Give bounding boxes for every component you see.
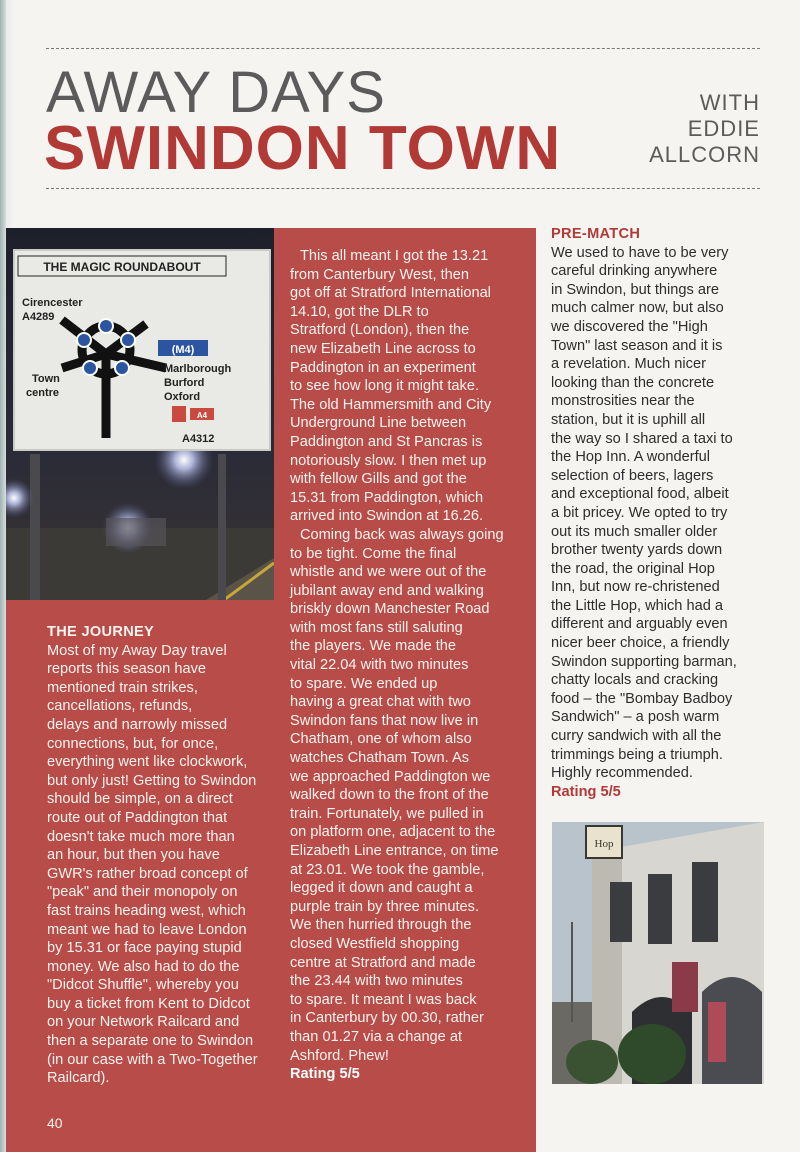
byline-line: EDDIE bbox=[687, 116, 760, 141]
middle-line: than 01.27 via a change at bbox=[290, 1028, 463, 1045]
middle-line: Underground Line between bbox=[290, 415, 467, 432]
middle-line: train. Fortunately, we pulled in bbox=[290, 805, 484, 822]
middle-line: purple train by three minutes. bbox=[290, 898, 480, 915]
middle-line: arrived into Swindon at 16.26. bbox=[290, 508, 484, 525]
journey-line: (in our case with a Two-Together bbox=[47, 1051, 258, 1068]
prematch-line: the way so I shared a taxi to bbox=[551, 430, 733, 447]
prematch-line: different and arguably even bbox=[551, 616, 728, 633]
journey-line: connections, but, for once, bbox=[47, 735, 219, 752]
middle-line: to see how long it might take. bbox=[290, 378, 480, 395]
sign-label: Oxford bbox=[164, 391, 201, 403]
prematch-line: in Swindon, but things are bbox=[551, 281, 719, 298]
middle-line: to be tight. Come the final bbox=[290, 545, 457, 562]
prematch-line: chatty locals and cracking bbox=[551, 672, 719, 689]
journey-body bbox=[47, 642, 279, 1088]
prematch-line: we discovered the "High bbox=[551, 318, 708, 335]
journey-line: Railcard). bbox=[47, 1070, 110, 1087]
sign-label: Cirencester bbox=[22, 297, 83, 309]
middle-line: vital 22.04 with two minutes bbox=[290, 657, 469, 674]
journey-line: buy a ticket from Kent to Didcot bbox=[47, 995, 250, 1012]
middle-body-b bbox=[290, 526, 522, 1065]
sign-label: centre bbox=[26, 387, 60, 399]
prematch-rating: Rating 5/5 bbox=[551, 783, 621, 800]
bottom-dashed-rule bbox=[46, 188, 760, 189]
middle-line: in Canterbury by 00.30, rather bbox=[290, 1010, 484, 1027]
middle-line: from Canterbury West, then bbox=[290, 266, 469, 283]
prematch-line: curry sandwich with all the bbox=[551, 728, 722, 745]
motorway-label: (M4) bbox=[171, 344, 195, 356]
page-number: 40 bbox=[47, 1115, 63, 1131]
prematch-column bbox=[551, 225, 771, 801]
journey-line: doesn't take much more than bbox=[47, 828, 235, 845]
middle-line: new Elizabeth Line across to bbox=[290, 340, 476, 357]
prematch-line: Highly recommended. bbox=[551, 765, 693, 782]
prematch-line: Swindon supporting barman, bbox=[551, 653, 737, 670]
middle-line: with most fans still saluting bbox=[290, 619, 463, 636]
prematch-line: looking than the concrete bbox=[551, 374, 715, 391]
middle-line: Chatham, one of whom also bbox=[290, 731, 472, 748]
byline-line: ALLCORN bbox=[649, 142, 760, 167]
sign-label: Burford bbox=[164, 377, 205, 389]
byline-line: WITH bbox=[699, 90, 760, 115]
journey-line: GWR's rather broad concept of bbox=[47, 865, 248, 882]
middle-line: watches Chatham Town. As bbox=[290, 750, 470, 767]
prematch-line: the road, the original Hop bbox=[551, 560, 715, 577]
prematch-heading: PRE-MATCH bbox=[551, 226, 641, 242]
middle-line: to spare. It meant I was back bbox=[290, 991, 477, 1008]
middle-line: on platform one, adjacent to the bbox=[290, 824, 496, 841]
prematch-line: monstrosities near the bbox=[551, 393, 695, 410]
journey-line: then a separate one to Swindon bbox=[47, 1033, 254, 1050]
sign-label: Town bbox=[32, 373, 60, 385]
magic-roundabout-photo bbox=[6, 228, 274, 600]
journey-line: on your Network Railcard and bbox=[47, 1014, 240, 1031]
middle-line: with fellow Gills and got the bbox=[290, 471, 467, 488]
middle-line: the 23.44 with two minutes bbox=[290, 973, 463, 990]
journey-line: "Didcot Shuffle", whereby you bbox=[47, 977, 239, 994]
middle-line: Paddington in an experiment bbox=[290, 359, 476, 376]
middle-line: Stratford (London), then the bbox=[290, 322, 470, 339]
middle-line: centre at Stratford and made bbox=[290, 954, 476, 971]
journey-line: reports this season have bbox=[47, 661, 206, 678]
prematch-line: station, but it is uphill all bbox=[551, 411, 706, 428]
middle-line: 14.10, got the DLR to bbox=[290, 303, 429, 320]
journey-line: mentioned train strikes, bbox=[47, 679, 198, 696]
journey-line: Most of my Away Day travel bbox=[47, 642, 227, 659]
journey-line: should be simple, on a direct bbox=[47, 791, 233, 808]
hop-inn-photo bbox=[552, 822, 764, 1084]
journey-line: everything went like clockwork, bbox=[47, 754, 248, 771]
journey-line: but only just! Getting to Swindon bbox=[47, 772, 257, 789]
middle-line: to spare. We ended up bbox=[290, 675, 438, 692]
sign-heading: THE MAGIC ROUNDABOUT bbox=[43, 260, 201, 274]
middle-line: we approached Paddington we bbox=[290, 768, 491, 785]
prematch-line: We used to have to be very bbox=[551, 244, 729, 261]
middle-line: We then hurried through the bbox=[290, 917, 472, 934]
journey-line: meant we had to leave London bbox=[47, 921, 247, 938]
journey-line: delays and narrowly missed bbox=[47, 716, 228, 733]
middle-line: whistle and we were out of the bbox=[290, 564, 487, 581]
prematch-line: the Hop Inn. A wonderful bbox=[551, 449, 711, 466]
journey-line: route out of Paddington that bbox=[47, 809, 228, 826]
journey-line: money. We also had to do the bbox=[47, 958, 240, 975]
middle-line: The old Hammersmith and City bbox=[290, 396, 492, 413]
middle-line: at 23.01. We took the gamble, bbox=[290, 861, 485, 878]
top-dashed-rule bbox=[46, 48, 760, 49]
journey-line: "peak" and their monopoly on bbox=[47, 884, 238, 901]
middle-line: jubilant away end and walking bbox=[290, 582, 484, 599]
prematch-line: nicer beer choice, a friendly bbox=[551, 635, 730, 652]
prematch-line: brother twenty yards down bbox=[551, 542, 723, 559]
prematch-line: Sandwich" – a posh warm bbox=[551, 709, 720, 726]
sign-label: A4289 bbox=[22, 311, 55, 323]
sign-label: Marlborough bbox=[164, 363, 232, 375]
prematch-line: and exceptional food, albeit bbox=[551, 486, 729, 503]
journey-line: fast trains heading west, which bbox=[47, 902, 246, 919]
middle-line: This all meant I got the 13.21 bbox=[300, 248, 489, 264]
journey-line: an hour, but then you have bbox=[47, 847, 220, 864]
sign-label: A4312 bbox=[182, 433, 215, 445]
middle-line: the players. We made the bbox=[290, 638, 457, 655]
prematch-line: selection of beers, lagers bbox=[551, 467, 714, 484]
journey-rating: Rating 5/5 bbox=[290, 1066, 360, 1083]
middle-line: got off at Stratford International bbox=[290, 285, 491, 302]
middle-line: notoriously slow. I then met up bbox=[290, 452, 487, 469]
prematch-line: trimmings being a triumph. bbox=[551, 746, 723, 763]
prematch-line: Town" last season and it is bbox=[551, 337, 723, 354]
road-badge: A4 bbox=[196, 411, 208, 420]
hospital-h-icon bbox=[172, 406, 186, 422]
middle-body-a bbox=[290, 247, 522, 526]
prematch-line: out its much smaller older bbox=[551, 523, 718, 540]
middle-line: legged it down and caught a bbox=[290, 880, 473, 897]
middle-line: briskly down Manchester Road bbox=[290, 601, 490, 618]
journey-column bbox=[47, 623, 279, 1088]
article-title: SWINDON TOWN bbox=[44, 114, 562, 183]
section-title: AWAY DAYS bbox=[46, 60, 386, 125]
middle-line: having a great chat with two bbox=[290, 694, 471, 711]
prematch-line: careful drinking anywhere bbox=[551, 263, 718, 280]
journey-line: by 15.31 or face paying stupid bbox=[47, 940, 242, 957]
prematch-line: the Little Hop, which had a bbox=[551, 597, 723, 614]
middle-line: 15.31 from Paddington, which bbox=[290, 489, 484, 506]
prematch-line: Inn, but now re-christened bbox=[551, 579, 720, 596]
middle-line: Elizabeth Line entrance, on time bbox=[290, 843, 499, 859]
middle-line: walked down to the front of the bbox=[290, 787, 489, 804]
middle-column bbox=[290, 247, 522, 1084]
middle-line: Ashford. Phew! bbox=[290, 1047, 389, 1064]
pub-sign-text: Hop bbox=[594, 838, 614, 850]
middle-line: Paddington and St Pancras is bbox=[290, 433, 483, 450]
prematch-line: a revelation. Much nicer bbox=[551, 356, 706, 373]
prematch-body bbox=[551, 244, 771, 783]
middle-line: Swindon fans that now live in bbox=[290, 712, 479, 729]
middle-line: Coming back was always going bbox=[300, 526, 504, 543]
journey-heading: THE JOURNEY bbox=[47, 624, 155, 640]
prematch-line: food – the "Bombay Badboy bbox=[551, 690, 733, 707]
prematch-line: much calmer now, but also bbox=[551, 300, 724, 317]
middle-line: closed Westfield shopping bbox=[290, 935, 460, 952]
prematch-line: a bit pricey. We opted to try bbox=[551, 504, 728, 521]
byline bbox=[649, 90, 760, 168]
journey-line: cancellations, refunds, bbox=[47, 698, 193, 715]
